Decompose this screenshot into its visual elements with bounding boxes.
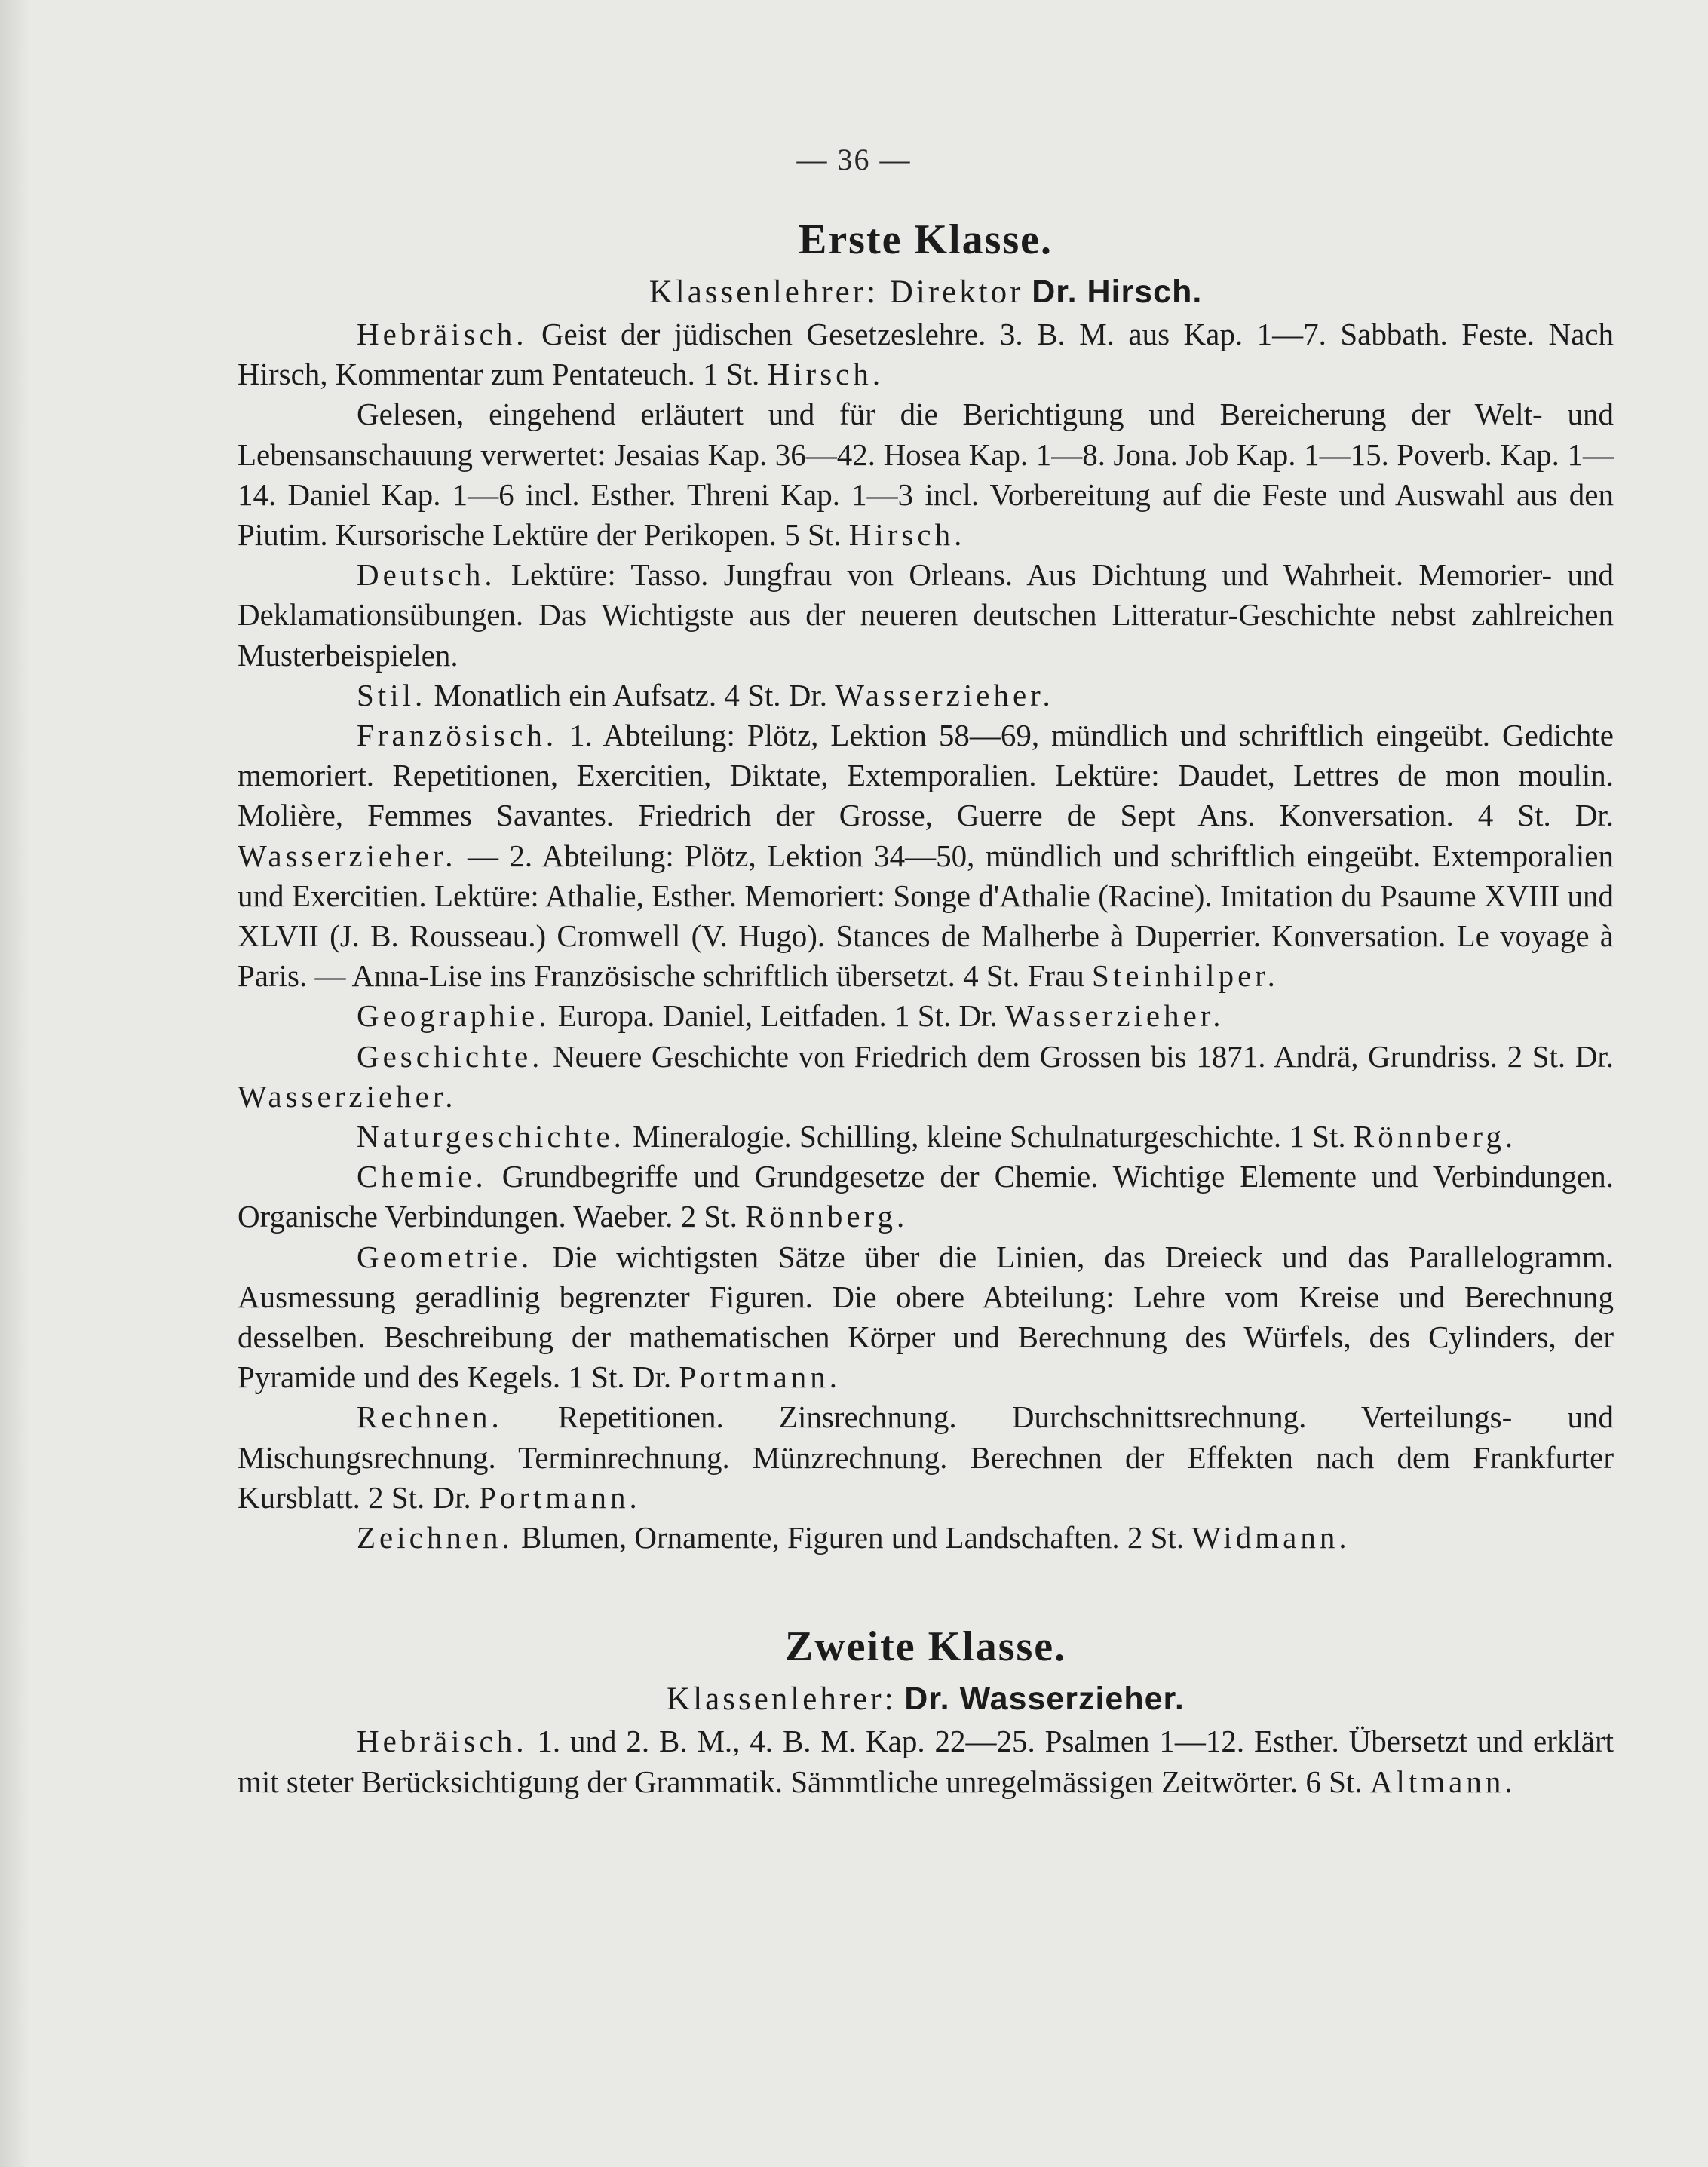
section-title-zweite-klasse: Zweite Klasse. [784,1623,1067,1671]
teacher-name: Hirsch. [767,357,885,392]
subject-label: Geographie. [357,998,550,1034]
scan-edge-shadow [0,0,30,2167]
paragraph-text: 1. und 2. B. M., 4. B. M. Kap. 22—25. Psalmen 1—12. Esther. Übersetzt und erklärt mit steter Berücksichtigung der Grammatik. Sämmtliche unregelmässigen Zeitwörter. 6 St. [238,1724,1614,1799]
teacher-name: Steinhilper. [1092,958,1279,994]
subject-label: Hebräisch. [357,1724,528,1759]
subject-label: Französisch. [357,718,558,753]
paragraph-text: Grundbegriffe und Grundgesetze der Chemie. Wichtige Elemente und Verbindungen. Organische Verbindungen. Waeber. 2 St. [238,1159,1614,1234]
paragraph-franzoesisch [238,716,1614,996]
teacher-name: Altmann. [1369,1764,1516,1799]
subject-label: Rechnen. [357,1399,503,1435]
teacher-name: Widmann. [1191,1520,1351,1556]
paragraph-hebraisch-zweite [238,1721,1614,1801]
paragraph-rechnen [238,1397,1614,1518]
teacher-name: Wasserzieher. [835,677,1054,713]
subject-label: Geschichte. [357,1038,544,1074]
page-number: — 36 — [796,143,912,176]
class-teacher-label: Klassenlehrer: [667,1681,897,1718]
page-body [238,211,1614,1802]
paragraph-text: Blumen, Ornamente, Figuren und Landschaften. 2 St. [513,1520,1192,1556]
teacher-name: Wasserzieher. [1004,998,1225,1034]
paragraph-geometrie [238,1237,1614,1398]
paragraph-geographie [238,996,1614,1036]
class-teacher-label: Klassenlehrer: Direktor [649,274,1024,310]
section-title-erste-klasse: Erste Klasse. [798,216,1053,263]
paragraph-text: Monatlich ein Aufsatz. 4 St. Dr. [426,677,836,713]
teacher-name: Hirsch. [848,517,966,553]
subject-label: Deutsch. [357,557,496,593]
class-teacher-line [238,270,1614,314]
paragraph-text: Lektüre: Tasso. Jungfrau von Orleans. Aus Dichtung und Wahrheit. Memorier- und Deklamationsübungen. Das Wichtigste aus der neueren deutschen Litteratur-Geschichte nebst zahlreichen Musterbeispielen. [238,557,1614,673]
paragraph-text: Mineralogie. Schilling, kleine Schulnaturgeschichte. 1 St. [624,1119,1354,1154]
teacher-name: Wasserzieher. [238,838,457,873]
paragraph-text: Repetitionen. Zinsrechnung. Durchschnittsrechnung. Verteilungs- und Mischungsrechnung. Terminrechnung. Münzrechnung. Berechnen der Effekten nach dem Frankfurter Kursblatt. 2 St. Dr. [238,1399,1614,1515]
paragraph-text: Geist der jüdischen Gesetzeslehre. 3. B. M. aus Kap. 1—7. Sabbath. Feste. Nach Hirsch, Kommentar zum Pentateuch. 1 St. [238,317,1614,392]
subject-label: Zeichnen. [357,1520,514,1556]
paragraph-text: Die wichtigsten Sätze über die Linien, das Dreieck und das Parallelogramm. Ausmessung geradlinig begrenzter Figuren. Die obere Abteilung: Lehre vom Kreise und Berechnung desselben. Beschreibung der mathematischen Körper und Berechnung des Würfels, des Cylinders, der Pyramide und des Kegels. 1 St. Dr. [238,1239,1614,1395]
paragraph-text: — 2. Abteilung: Plötz, Lektion 34—50, mündlich und schriftlich eingeübt. Extemporalien und Exercitien. Lektüre: Athalie, Esther. Memoriert: Songe d'Athalie (Racine). Imitation du Psaume XVIII und XLVII (J. B. Rousseau.) Cromwell (V. Hugo). Stances de Malherbe à Duperrier. Konversation. Le voyage à Paris. — Anna-Lise ins Französische schriftlich übersetzt. 4 St. Frau [238,838,1614,994]
paragraph-text: Gelesen, eingehend erläutert und für die Berichtigung und Bereicherung der Welt- und Lebensanschauung verwertet: Jesaias Kap. 36—42. Hosea Kap. 1—8. Jona. Job Kap. 1—15. Poverb. Kap. 1—14. Daniel Kap. 1—6 incl. Esther. Threni Kap. 1—3 incl. Vorbereitung auf die Feste und Auswahl aus den Piutim. Kursorische Lektüre der Perikopen. 5 St. [238,397,1614,553]
paragraph-text: Neuere Geschichte von Friedrich dem Grossen bis 1871. Andrä, Grundriss. 2 St. Dr. [543,1038,1614,1074]
paragraph-stil [238,676,1614,716]
class-teacher-name: Dr. Wasserzieher. [904,1681,1185,1718]
subject-label: Chemie. [357,1159,487,1194]
subject-label: Geometrie. [357,1239,533,1274]
teacher-name: Wasserzieher. [238,1078,457,1114]
paragraph-chemie [238,1157,1614,1237]
paragraph-geschichte [238,1037,1614,1117]
subject-label: Naturgeschichte. [357,1119,625,1154]
teacher-name: Rönnberg. [1353,1119,1517,1154]
class-teacher-line [238,1677,1614,1721]
paragraph-hebraisch-lektuere [238,394,1614,555]
paragraph-text: Europa. Daniel, Leitfaden. 1 St. Dr. [550,998,1005,1034]
teacher-name: Portmann. [479,1479,641,1515]
teacher-name: Portmann. [679,1359,842,1395]
paragraph-zeichnen [238,1518,1614,1558]
subject-label: Hebräisch. [357,317,528,351]
subject-label: Stil. [357,677,427,713]
paragraph-hebraisch [238,314,1614,394]
teacher-name: Rönnberg. [745,1199,909,1234]
paragraph-deutsch [238,555,1614,676]
class-teacher-name: Dr. Hirsch. [1032,274,1203,310]
paragraph-text: 1. Abteilung: Plötz, Lektion 58—69, mündlich und schriftlich eingeübt. Gedichte memoriert. Repetitionen, Exercitien, Diktate, Extemporalien. Lektüre: Daudet, Lettres de mon moulin. Molière, Femmes Savantes. Friedrich der Grosse, Guerre de Sept Ans. Konversation. 4 St. Dr. [238,718,1614,833]
paragraph-naturgeschichte [238,1117,1614,1157]
